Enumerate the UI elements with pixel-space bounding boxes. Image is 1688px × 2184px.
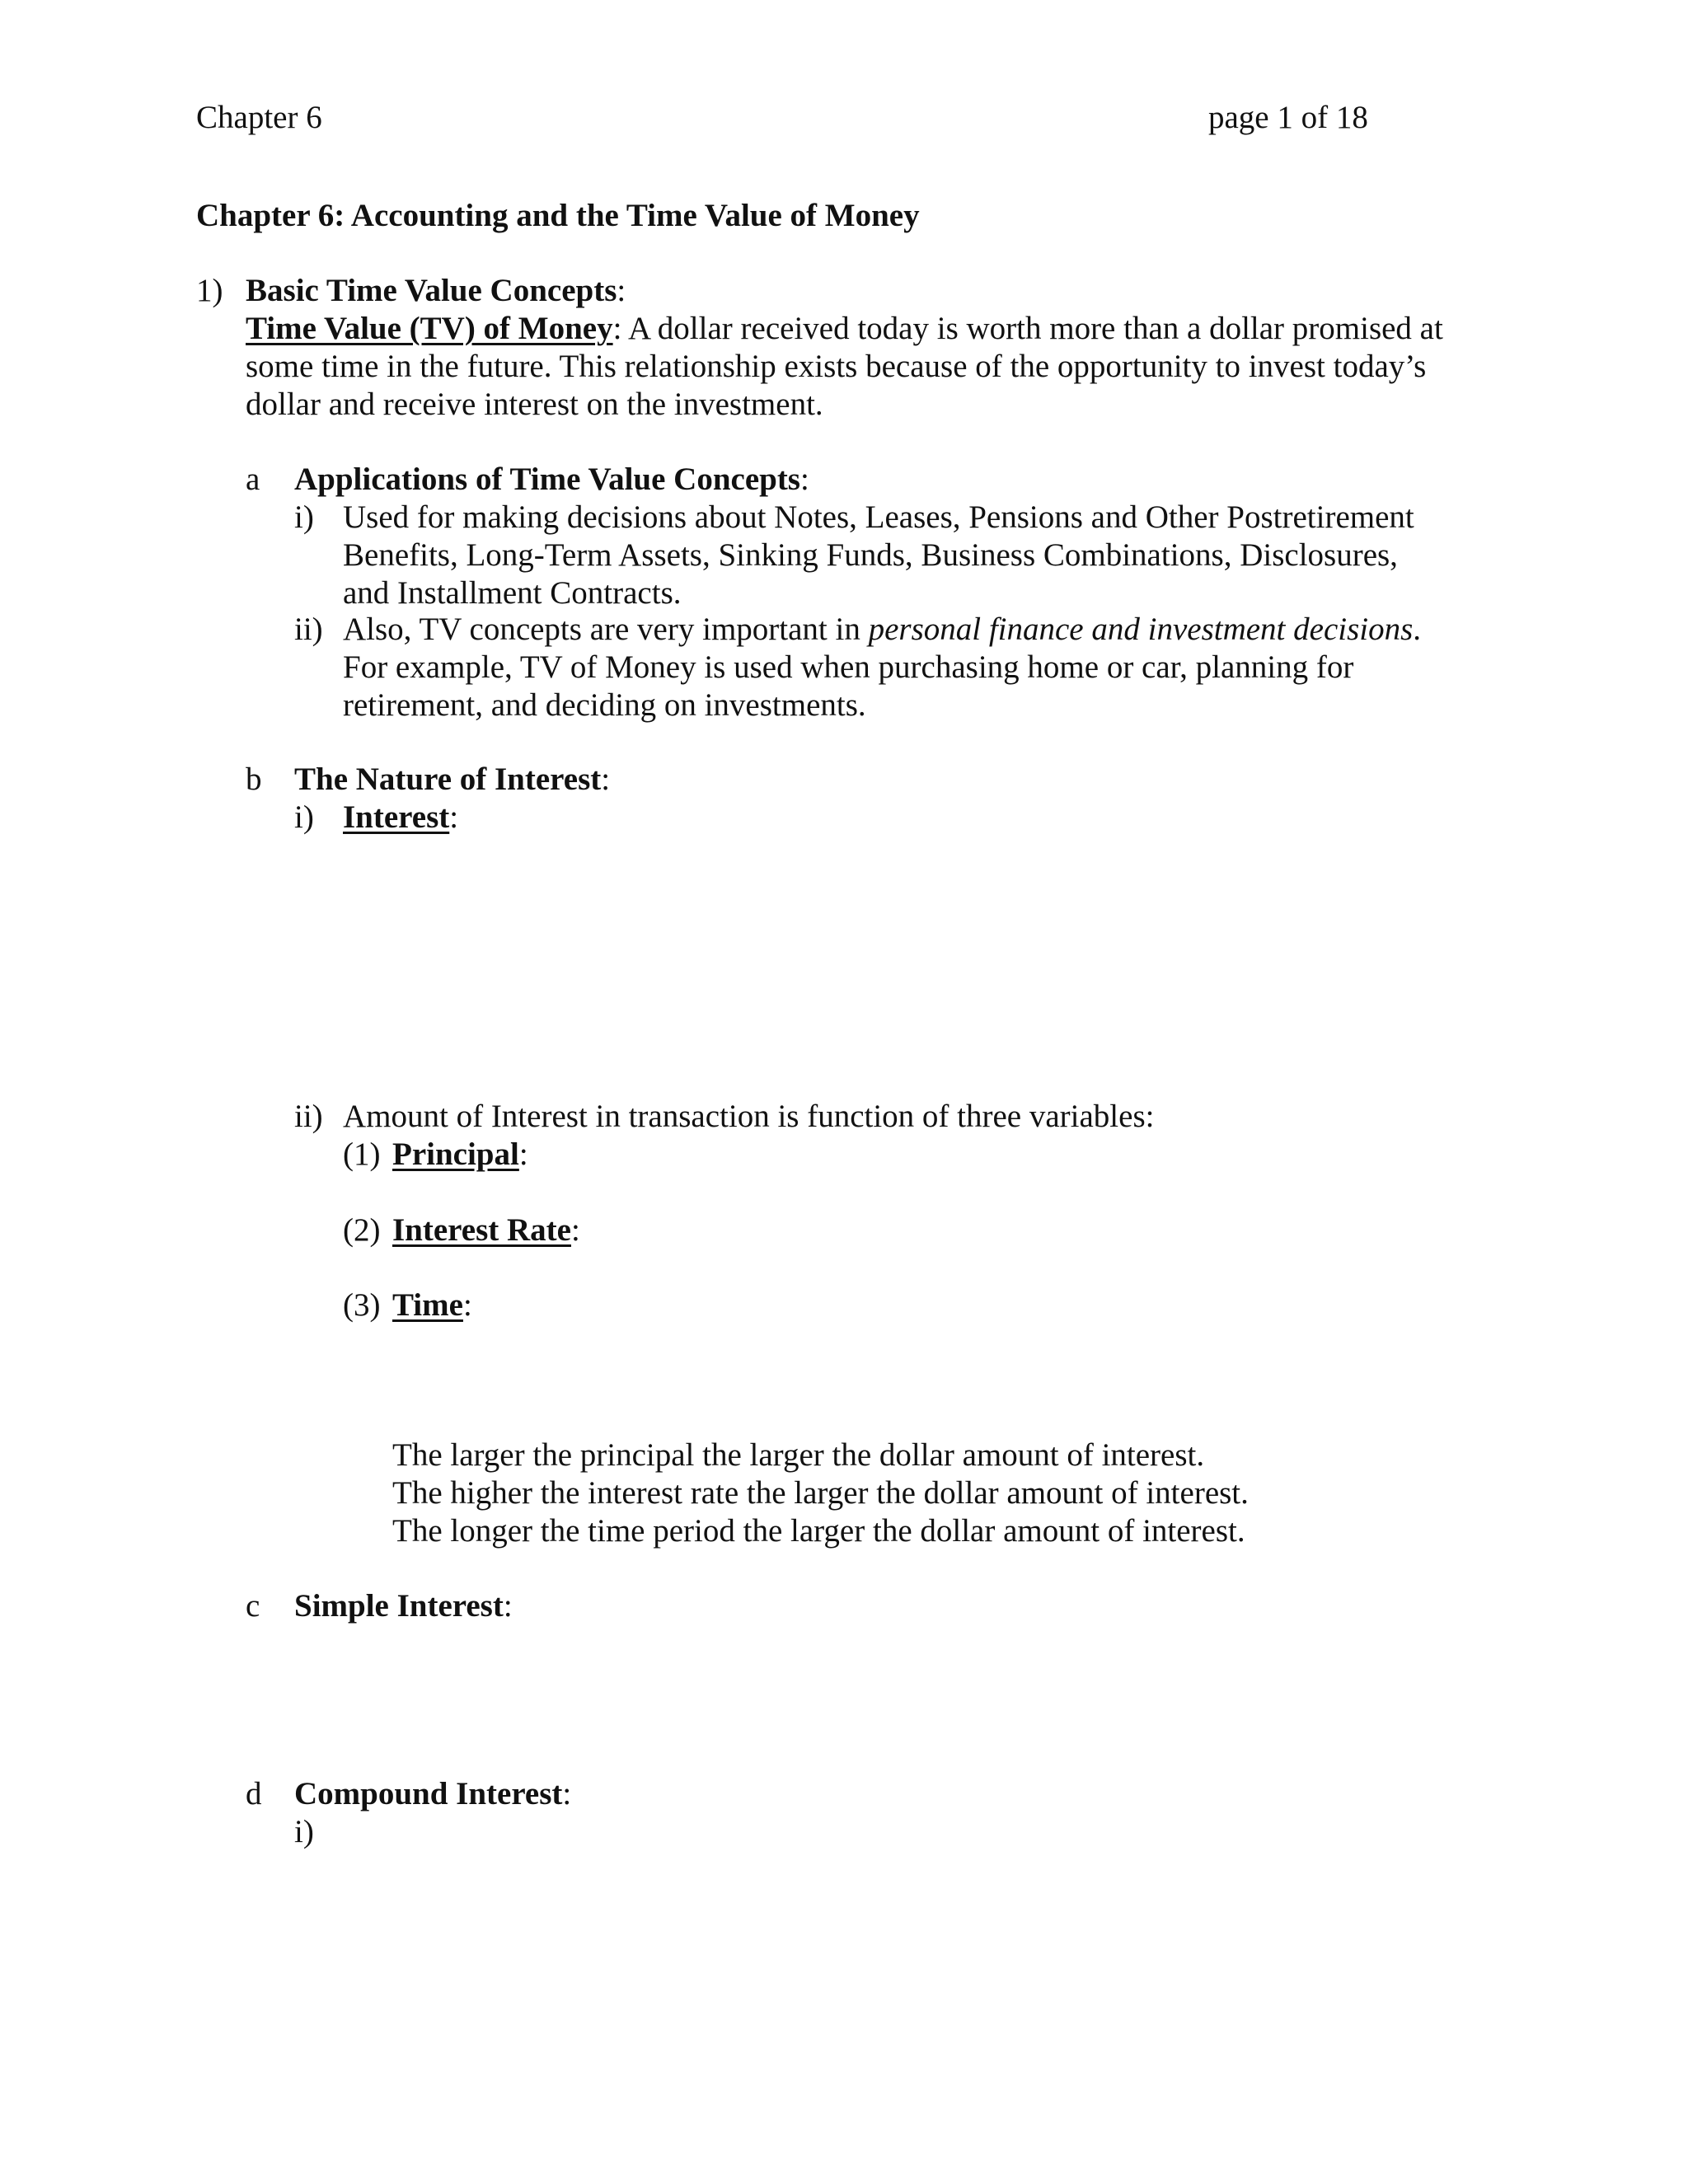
item-a-ii-line-3: retirement, and deciding on investments. xyxy=(343,687,866,723)
variable-1-marker: (1) xyxy=(343,1137,381,1172)
interest-term: Interest: xyxy=(343,799,459,835)
tv-definition-line-1: Time Value (TV) of Money: A dollar received today is worth more than a dollar promised at xyxy=(246,311,1443,346)
tv-term: Time Value (TV) of Money xyxy=(246,311,613,346)
item-b-ii-marker: ii) xyxy=(294,1099,323,1134)
variable-2-marker: (2) xyxy=(343,1212,381,1248)
item-a-heading: Applications of Time Value Concepts: xyxy=(294,462,809,497)
item-d-letter: d xyxy=(246,1776,262,1811)
item-a-i-marker: i) xyxy=(294,499,314,535)
page-title: Chapter 6: Accounting and the Time Value of Money xyxy=(196,198,920,233)
item-b-heading: The Nature of Interest: xyxy=(294,762,611,797)
item-b-i-marker: i) xyxy=(294,799,314,835)
principal-term: Principal: xyxy=(392,1137,528,1172)
variable-3-marker: (3) xyxy=(343,1287,381,1323)
time-term: Time: xyxy=(392,1287,472,1323)
section-1-heading: Basic Time Value Concepts: xyxy=(246,273,626,308)
header-chapter: Chapter 6 xyxy=(196,100,322,135)
item-a-ii-line-2: For example, TV of Money is used when purchasing home or car, planning for xyxy=(343,649,1354,685)
interest-rate-term: Interest Rate: xyxy=(392,1212,580,1248)
item-a-i-line-1: Used for making decisions about Notes, Leases, Pensions and Other Postretirement xyxy=(343,499,1414,535)
item-a-i-line-3: and Installment Contracts. xyxy=(343,575,682,611)
item-a-letter: a xyxy=(246,462,260,497)
item-b-ii-text: Amount of Interest in transaction is function of three variables: xyxy=(343,1099,1155,1134)
header-page-number: page 1 of 18 xyxy=(1208,100,1368,135)
item-a-i-line-2: Benefits, Long-Term Assets, Sinking Funds, Business Combinations, Disclosures, xyxy=(343,537,1398,573)
note-time: The longer the time period the larger the dollar amount of interest. xyxy=(392,1513,1245,1549)
item-d-i-marker: i) xyxy=(294,1814,314,1849)
section-1-number: 1) xyxy=(196,273,223,308)
item-c-letter: c xyxy=(246,1588,260,1624)
item-c-heading: Simple Interest: xyxy=(294,1588,513,1624)
item-a-ii-line-1: Also, TV concepts are very important in personal finance and investment decisions. xyxy=(343,612,1422,647)
note-principal: The larger the principal the larger the dollar amount of interest. xyxy=(392,1437,1205,1473)
item-a-ii-marker: ii) xyxy=(294,612,323,647)
note-interest-rate: The higher the interest rate the larger the dollar amount of interest. xyxy=(392,1475,1249,1511)
item-b-letter: b xyxy=(246,762,262,797)
tv-definition-line-2: some time in the future. This relationship exists because of the opportunity to invest today’s xyxy=(246,349,1427,384)
tv-definition-line-3: dollar and receive interest on the investment. xyxy=(246,387,823,422)
item-d-heading: Compound Interest: xyxy=(294,1776,572,1811)
